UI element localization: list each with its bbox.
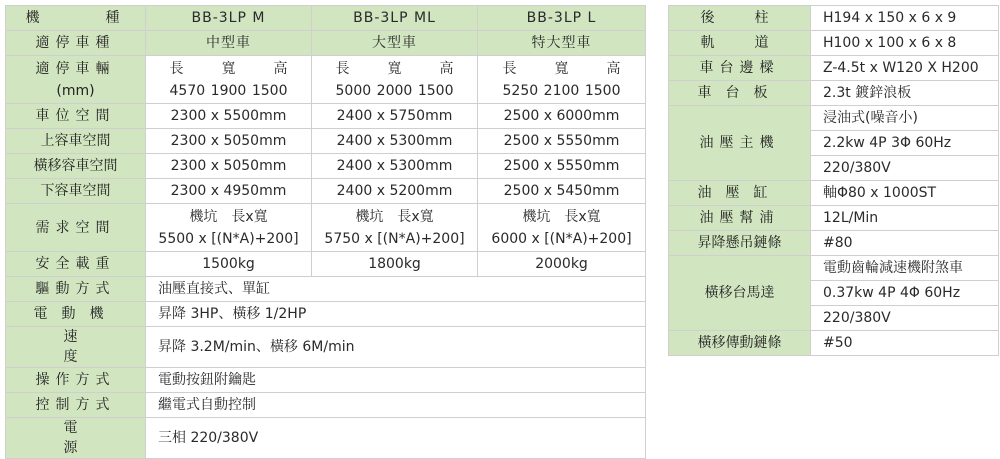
spec-row <box>6 154 646 179</box>
row-header: 機 種 <box>6 6 146 31</box>
dim-value: 1900 <box>210 82 247 99</box>
row-header: 適停車種 <box>6 31 146 56</box>
model-l: BB-3LP L <box>478 6 646 31</box>
dim-label: 寬 <box>554 60 569 77</box>
spec-row <box>669 6 999 31</box>
dim-label: 高 <box>439 60 454 77</box>
dim-label: 長 <box>169 60 184 77</box>
car-type-cell: 大型車 <box>312 31 478 56</box>
spec-row <box>669 81 999 106</box>
dim-label: 高 <box>606 60 621 77</box>
car-size-cell <box>312 56 478 104</box>
row-header: 下容車空間 <box>6 179 146 204</box>
wide-cell: 昇降 3HP、橫移 1/2HP <box>146 302 646 327</box>
row-header: 操作方式 <box>6 368 146 393</box>
wide-row <box>6 277 646 302</box>
dim-label: 長 <box>335 60 350 77</box>
dim-value: 1500 <box>584 82 621 99</box>
row-header: 車台板 <box>669 81 811 106</box>
row-header: 上容車空間 <box>6 129 146 154</box>
spec-cell: #80 <box>811 231 999 256</box>
spec-row <box>669 31 999 56</box>
row-header-line1: 適停車輛 <box>35 60 116 77</box>
spec-cell: 2400 x 5300mm <box>312 154 478 179</box>
spec-cell: 2400 x 5300mm <box>312 129 478 154</box>
car-type-cell: 特大型車 <box>478 31 646 56</box>
model-ml: BB-3LP ML <box>312 6 478 31</box>
space-line2: 6000 x [(N*A)+200] <box>491 230 632 247</box>
spec-cell: 浸油式(噪音小) <box>811 106 999 131</box>
dim-value: 2100 <box>543 82 580 99</box>
dim-value: 1500 <box>251 82 288 99</box>
motor-row <box>669 256 999 281</box>
row-header: 需求空間 <box>6 204 146 252</box>
spec-cell: 軸Φ80 x 1000ST <box>811 181 999 206</box>
dim-label: 寬 <box>221 60 236 77</box>
model-m: BB-3LP M <box>146 6 312 31</box>
spec-row <box>669 56 999 81</box>
spec-cell: 2400 x 5200mm <box>312 179 478 204</box>
space-line2: 5500 x [(N*A)+200] <box>158 230 299 247</box>
car-size-cell <box>146 56 312 104</box>
spec-cell: 2300 x 4950mm <box>146 179 312 204</box>
row-header: 驅動方式 <box>6 277 146 302</box>
load-cell: 1800kg <box>312 252 478 277</box>
header-row <box>6 6 646 31</box>
row-header-line2: (mm) <box>56 82 95 99</box>
spec-cell: Z-4.5t x W120 X H200 <box>811 56 999 81</box>
spec-row <box>6 104 646 129</box>
row-header: 電動機 <box>6 302 146 327</box>
dim-label: 寬 <box>387 60 402 77</box>
spec-cell: #50 <box>811 331 999 356</box>
row-header <box>6 56 146 104</box>
space-line1: 機坑 長x寬 <box>189 208 268 225</box>
car-size-row <box>6 56 646 104</box>
car-size-cell <box>478 56 646 104</box>
row-header: 後柱 <box>669 6 811 31</box>
row-header: 油壓幫浦 <box>669 206 811 231</box>
space-row <box>6 204 646 252</box>
row-header: 速度 <box>6 327 146 368</box>
spec-cell: 2.2kw 4P 3Φ 60Hz <box>811 131 999 156</box>
spec-row <box>6 129 646 154</box>
spec-cell: 2300 x 5050mm <box>146 154 312 179</box>
space-cell <box>146 204 312 252</box>
dim-value: 4570 <box>169 82 206 99</box>
dim-value: 1500 <box>417 82 454 99</box>
spec-cell: H100 x 100 x 6 x 8 <box>811 31 999 56</box>
row-header: 軌道 <box>669 31 811 56</box>
wide-row <box>6 368 646 393</box>
dim-label: 長 <box>502 60 517 77</box>
wide-cell: 三相 220/380V <box>146 418 646 459</box>
spec-cell: 2300 x 5050mm <box>146 129 312 154</box>
dim-value: 5000 <box>335 82 372 99</box>
wide-row <box>6 327 646 368</box>
spec-cell: 2300 x 5500mm <box>146 104 312 129</box>
spec-cell: 2400 x 5750mm <box>312 104 478 129</box>
row-header: 橫移台馬達 <box>669 256 811 331</box>
spec-cell: 2500 x 6000mm <box>478 104 646 129</box>
load-row <box>6 252 646 277</box>
spec-row <box>669 181 999 206</box>
wide-cell: 繼電式自動控制 <box>146 393 646 418</box>
row-header: 橫移容車空間 <box>6 154 146 179</box>
wide-row <box>6 418 646 459</box>
spec-cell: 220/380V <box>811 306 999 331</box>
wide-cell: 油壓直接式、單缸 <box>146 277 646 302</box>
dim-value: 5250 <box>502 82 539 99</box>
space-cell <box>312 204 478 252</box>
spec-cell: 2500 x 5550mm <box>478 129 646 154</box>
space-cell <box>478 204 646 252</box>
spec-cell: 電動齒輪減速機附煞車 <box>811 256 999 281</box>
car-type-row <box>6 31 646 56</box>
row-header: 昇降懸吊鏈條 <box>669 231 811 256</box>
row-header: 電源 <box>6 418 146 459</box>
row-header: 車台邊樑 <box>669 56 811 81</box>
spec-cell: 2500 x 5550mm <box>478 154 646 179</box>
load-cell: 2000kg <box>478 252 646 277</box>
spec-cell: 2500 x 5450mm <box>478 179 646 204</box>
row-header: 控制方式 <box>6 393 146 418</box>
spec-row <box>669 206 999 231</box>
wide-cell: 電動按鈕附鑰匙 <box>146 368 646 393</box>
spec-row <box>6 179 646 204</box>
spec-row <box>669 331 999 356</box>
space-line1: 機坑 長x寬 <box>355 208 434 225</box>
load-cell: 1500kg <box>146 252 312 277</box>
pump-row <box>669 106 999 131</box>
car-type-cell: 中型車 <box>146 31 312 56</box>
space-line2: 5750 x [(N*A)+200] <box>324 230 465 247</box>
spec-cell: 0.37kw 4P 4Φ 60Hz <box>811 281 999 306</box>
spec-table-right <box>668 5 999 356</box>
row-header: 橫移傳動鏈條 <box>669 331 811 356</box>
spec-row <box>669 231 999 256</box>
row-header: 安全載重 <box>6 252 146 277</box>
dim-value: 2000 <box>376 82 413 99</box>
row-header: 油壓主機 <box>669 106 811 181</box>
wide-row <box>6 393 646 418</box>
wide-cell: 昇降 3.2M/min、橫移 6M/min <box>146 327 646 368</box>
space-line1: 機坑 長x寬 <box>522 208 601 225</box>
row-header: 油壓缸 <box>669 181 811 206</box>
spec-table-left <box>5 5 646 459</box>
wide-row <box>6 302 646 327</box>
spec-cell: 2.3t 鍍鋅浪板 <box>811 81 999 106</box>
spec-cell: H194 x 150 x 6 x 9 <box>811 6 999 31</box>
dim-label: 高 <box>273 60 288 77</box>
row-header: 車位空間 <box>6 104 146 129</box>
spec-cell: 12L/Min <box>811 206 999 231</box>
spec-cell: 220/380V <box>811 156 999 181</box>
